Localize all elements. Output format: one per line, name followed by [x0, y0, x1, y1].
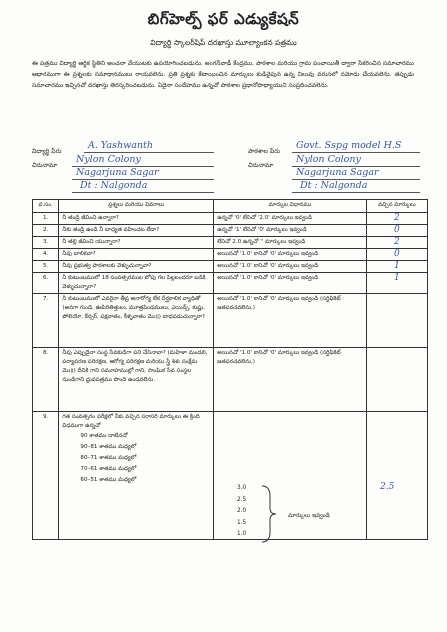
table-row: [33, 294, 428, 348]
student-name-line: [84, 152, 214, 153]
scale-value: 1.0: [237, 531, 247, 538]
scale-value: 2.0: [237, 508, 247, 515]
row-rule: ఉన్నచో '0' లేనిచో '2.0' మార్కులు ఇవ్వండి: [214, 213, 367, 225]
table-row: [33, 273, 428, 294]
row-rule: అయినచో '1.0' కానిచో '0' మార్కులు ఇవ్వండి (సర్టిఫికెట్ జతపరచవలెను.): [214, 294, 367, 348]
row-number: 7.: [33, 294, 59, 348]
row-rule: అయినచో '1.0' కానిచో '0' మార్కులు ఇవ్వండి: [214, 249, 367, 261]
header-rule: మార్కుల విధానము: [214, 200, 367, 213]
student-address-line-3: Dt : Nalgonda: [80, 180, 148, 191]
row-question: నీవు ఎప్పుడైనా సంస్థ సేవకుడిగా పని చేసినావా? (మహిళా మండలి, పర్యావరణ పరిరక్షణ, ఆరోగ్య పరిరక్షణ మరియు స్త్రీ శిశు సంక్షేమ మొ॥) దీనికి గాని సమూహముల్లో గాని, సాంఘిక సేవ సంస్థల నుండిగాని ధ్రువపత్రము పొంది ఉండవలెను.: [59, 348, 214, 412]
school-address-label: చిరునామా: [248, 162, 274, 169]
student-address-label: చిరునామా: [32, 162, 58, 169]
header-serial: వ.సం.: [33, 200, 59, 213]
intro-paragraph: ఈ పత్రము విద్యార్థి ఆర్థిక స్థితిని అంచనా వేయుటకు ఉపయోగించబడును. అంగన్‌వాడీ కేంద్రము, పాఠశాల మరియు గ్రామ పంచాయితీ ద్వారా సేకరించిన సమాచారము ఆధారముగా ఈ ప్రశ్నలకు సమాధానములు రాయవలెను. ప్రతి ప్రశ్నకు కేటాయించిన మార్కులు కుడివైపున ఉన్న నిలువు వరుసలో నమోదు చేయవలెను. తప్పుడు సమాచారము ఇచ్చినచో దరఖాస్తు తిరస్కరించబడును. ఏదైనా సందేహము ఉన్నచో పాఠశాల ప్రధానోపాధ్యాయుని సంప్రదించవలెను.: [32, 60, 414, 90]
row-question: [59, 412, 214, 540]
row-score: 0: [366, 225, 427, 237]
school-address-line-3: Dt : Nalgonda: [300, 180, 368, 191]
row-score: 2: [366, 213, 427, 225]
row-number: 9.: [33, 412, 59, 540]
school-address-underline-3: [292, 192, 420, 193]
row-question: నీ కుటుంబములో ఎవరైనా తీవ్ర అనారోగ్య లేక దీర్ఘకాలిక వ్యాధితో (అనగా గుండె, ఊపిరితిత్తులు, మూత్రపిండములు, ఎయిడ్స్, కుష్టు, పోలియో, కేన్సర్, పక్షవాతం, కీళ్ళవాతం మొ॥) బాధపడుచున్నారా?: [59, 294, 214, 348]
row-score: 2: [366, 237, 427, 249]
table-row: [33, 261, 428, 273]
row-score: 1: [366, 273, 427, 294]
student-name-value: A. Yashwanth: [88, 140, 153, 151]
row-rule: లేనిచో 2.0 ఉన్నచో '' మార్కులు ఇవ్వండి: [214, 237, 367, 249]
row-score-cell: [366, 412, 427, 540]
row-number: 6.: [33, 273, 59, 294]
row-rule: ఉన్నచో '1' లేనిచో '0' మార్కులు ఇవ్వండి: [214, 225, 367, 237]
scale-value: 2.5: [237, 496, 247, 503]
scale-values: [237, 483, 246, 541]
student-address-underline-3: [72, 192, 214, 193]
row-question: నీకు తండ్రి ఉండి నీ బాధ్యత వహించట లేదా?: [59, 225, 214, 237]
row-number: 5.: [33, 261, 59, 273]
header-score: వచ్చిన మార్కులు: [366, 200, 427, 213]
school-name-value: Govt. Sspg model H.S: [296, 140, 402, 151]
student-address-line-1: Nylon Colony: [76, 154, 141, 165]
table-header-row: [33, 200, 428, 213]
table-row: [33, 225, 428, 237]
scale-label: మార్కులు ఇవ్వండి: [288, 513, 330, 519]
scale-value: 3.0: [237, 485, 247, 491]
row-question: నీవు బాలికవా?: [59, 249, 214, 261]
marks-range-item: 80–71 శాతము మధ్యలో: [80, 455, 137, 461]
row-score: 1: [366, 261, 427, 273]
marks-range-item: 70–61 శాతము మధ్యలో: [80, 466, 137, 472]
row-score: [366, 348, 427, 412]
row-number: 2.: [33, 225, 59, 237]
marks-range-item: 60–51 శాతము మధ్యలో: [80, 477, 137, 483]
marks-range-list: [62, 431, 210, 486]
table-row: [33, 412, 428, 540]
row-number: 1.: [33, 213, 59, 225]
row-rule: అయినచో '1.0' కానిచో '0' మార్కులు ఇవ్వండి: [214, 261, 367, 273]
row-score: [366, 294, 427, 348]
school-address-line-2: Nagarjuna Sagar: [296, 167, 379, 178]
row-score: 0: [366, 249, 427, 261]
marks-range-item: 90–81 శాతము మధ్యలో: [80, 444, 137, 450]
header-question: ప్రశ్నలు మరియు వివరాలు: [59, 200, 214, 213]
row-9-score: 2.5: [380, 482, 395, 492]
marks-range-item: 90 శాతము దాటినచో: [80, 433, 128, 439]
table-row: [33, 237, 428, 249]
school-address-line-1: Nylon Colony: [296, 154, 361, 165]
row-question: నీ తండ్రి జీవించి ఉన్నారా?: [59, 213, 214, 225]
row-number: 4.: [33, 249, 59, 261]
student-name-label: విద్యార్థి పేరు: [32, 148, 62, 155]
scale-value: 1.5: [237, 519, 247, 526]
document-title: బిగ్‌హెల్ప్ ఫర్ ఎడ్యుకేషన్: [147, 10, 300, 28]
school-name-label: పాఠశాల పేరు: [248, 148, 281, 155]
row-rule: అయినచో '1.0' కానిచో '0' మార్కులు ఇవ్వండి: [214, 273, 367, 294]
school-name-line: [292, 152, 420, 153]
student-address-line-2: Nagarjuna Sagar: [76, 167, 159, 178]
document-subtitle: విద్యార్థి స్కాలర్‌షిప్ దరఖాస్తు మూల్యాంకన పత్రము: [150, 38, 297, 47]
evaluation-table: [32, 199, 428, 540]
row-number: 3.: [33, 237, 59, 249]
row-question: నీవు ప్రభుత్వ పాఠశాలకు వెళ్ళుచున్నావా?: [59, 261, 214, 273]
row-number: 8.: [33, 348, 59, 412]
table-row: [33, 213, 428, 225]
row-question: నీ కుటుంబములో 18 సంవత్సరముల లోపు గల పిల్లలందరూ బడికి వెళ్ళుచున్నారా?: [59, 273, 214, 294]
row-question: నీ తల్లి జీవించి యున్నారా?: [59, 237, 214, 249]
row-question-text: గత సంవత్సరం పరీక్షలో నీకు వచ్చిన సరాసరి మార్కులు ఈ క్రింది విధముగా ఉన్నచో: [62, 414, 200, 429]
table-row: [33, 249, 428, 261]
brace-icon: [258, 484, 278, 544]
table-row: [33, 348, 428, 412]
row-rule: అయినచో '1.0' కానిచో '0' మార్కులు ఇవ్వండి (సర్టిఫికెట్ జతపరచవలెను.): [214, 348, 367, 412]
